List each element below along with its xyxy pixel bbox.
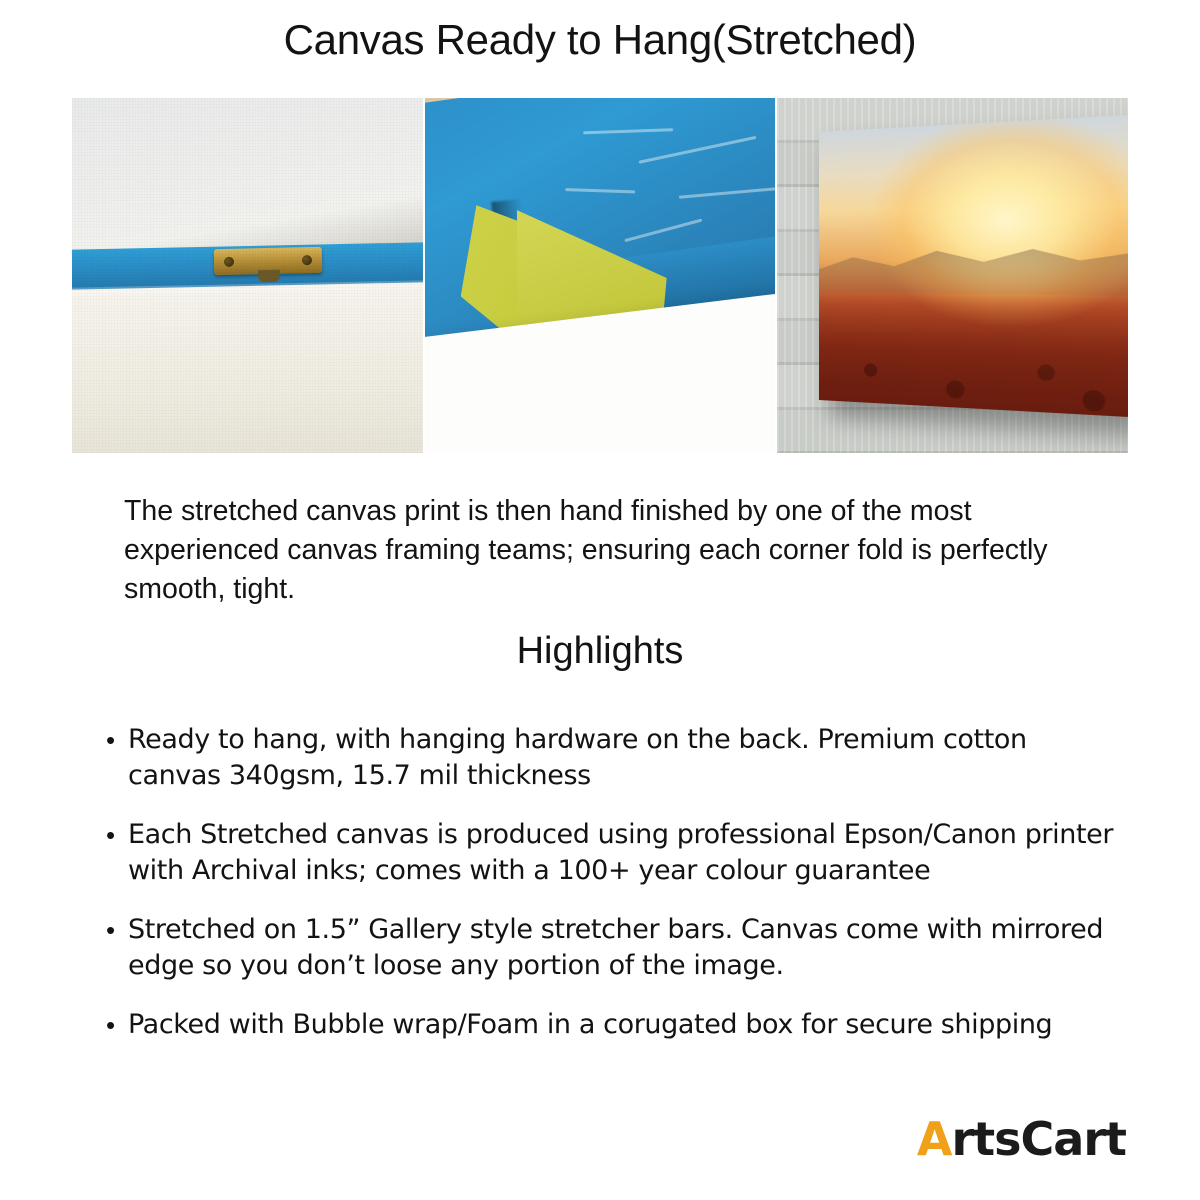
highlights-heading: Highlights <box>516 630 684 672</box>
foreground-terrain <box>819 293 1128 418</box>
bullet-marker-icon: • <box>106 1010 116 1040</box>
hanging-canvas <box>819 115 1128 418</box>
canvas-on-wall-image <box>777 98 1128 453</box>
brand-logo-accent: A <box>916 1112 952 1166</box>
list-item-text: Stretched on 1.5” Gallery style stretcher bars. Canvas come with mirrored edge so you don’t loose any portion of the image. <box>128 914 1104 981</box>
list-item <box>106 912 1116 984</box>
list-item <box>106 722 1116 794</box>
list-item-text: Ready to hang, with hanging hardware on the back. Premium cotton canvas 340gsm, 15.7 mil thickness <box>128 724 1027 791</box>
bullet-marker-icon: • <box>106 725 116 755</box>
list-item-text: Packed with Bubble wrap/Foam in a corugated box for secure shipping <box>128 1009 1053 1040</box>
highlights-list <box>106 722 1116 1066</box>
brand-logo <box>917 1112 1126 1166</box>
canvas-texture-overlay <box>72 98 423 453</box>
brand-logo-text: rtsCart <box>951 1112 1126 1166</box>
list-item <box>106 817 1116 889</box>
list-item <box>106 1007 1116 1043</box>
bullet-marker-icon: • <box>106 820 116 850</box>
bullet-marker-icon: • <box>106 915 116 945</box>
image-strip <box>72 98 1128 453</box>
description-paragraph: The stretched canvas print is then hand finished by one of the most experienced canvas framing teams; ensuring each corner fold is perfectly smooth, tight. <box>124 495 1048 605</box>
canvas-back-hanging-hardware-image <box>72 98 423 453</box>
list-item-text: Each Stretched canvas is produced using professional Epson/Canon printer with Archival inks; comes with a 100+ year colour guarantee <box>128 819 1114 886</box>
page-title: Canvas Ready to Hang(Stretched) <box>283 16 917 63</box>
canvas-corner-fold-image <box>425 98 776 453</box>
